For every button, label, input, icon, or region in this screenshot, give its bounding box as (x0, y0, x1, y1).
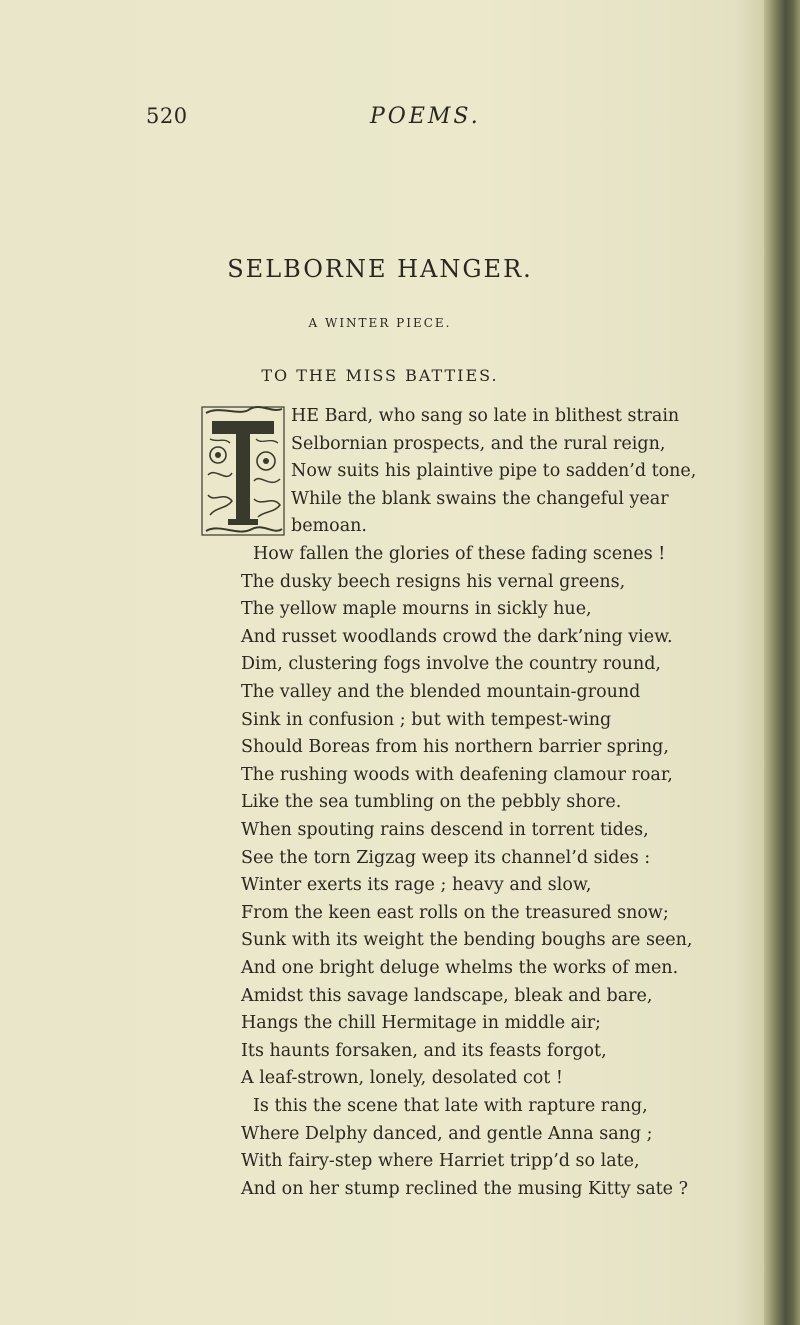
page-number: 520 (146, 104, 188, 128)
poem-line: Hangs the chill Hermitage in middle air; (241, 1013, 601, 1034)
poem-line: Like the sea tumbling on the pebbly shore. (241, 792, 622, 813)
poem-line: See the torn Zigzag weep its channel’d sides : (241, 847, 651, 868)
poem-line: Selbornian prospects, and the rural reign, (291, 433, 666, 454)
page-edge (764, 0, 800, 1325)
poem-line: The valley and the blended mountain-ground (241, 682, 641, 702)
poem-line: Dim, clustering fogs involve the country round, (241, 654, 661, 675)
poem-line: Its haunts forsaken, and its feasts forgot, (241, 1040, 607, 1061)
poem-line: The dusky beech resigns his vernal greens, (241, 571, 626, 592)
poem-line: Is this the scene that late with rapture rang, (253, 1096, 648, 1116)
poem-line: From the keen east rolls on the treasured snow; (241, 902, 669, 923)
decorated-initial-t (200, 403, 286, 539)
poem-line: When spouting rains descend in torrent tides, (241, 820, 649, 840)
poem-line: Amidst this savage landscape, bleak and bare, (241, 985, 653, 1006)
poem-line: And russet woodlands crowd the dark’ning view. (241, 626, 673, 647)
poem-line: Now suits his plaintive pipe to sadden’d tone, (291, 461, 697, 482)
poem-title: SELBORNE HANGER. (227, 255, 533, 283)
poem-line: With fairy-step where Harriet tripp’d so late, (241, 1151, 640, 1172)
poem-line: bemoan. (291, 516, 367, 537)
poem-line: A leaf-strown, lonely, desolated cot ! (241, 1068, 563, 1089)
poem-line: How fallen the glories of these fading scenes ! (253, 544, 666, 564)
poem-line: The rushing woods with deafening clamour roar, (241, 764, 673, 785)
poem-subtitle: A WINTER PIECE. (308, 316, 452, 330)
poem-line: And on her stump reclined the musing Kitty sate ? (241, 1178, 688, 1199)
poem-line: Winter exerts its rage ; heavy and slow, (241, 875, 592, 896)
running-head: POEMS. (370, 104, 481, 129)
poem-dedication: TO THE MISS BATTIES. (261, 366, 499, 385)
poem-line: Should Boreas from his northern barrier spring, (241, 737, 669, 758)
poem-line: Sink in confusion ; but with tempest-wing (241, 709, 612, 730)
page-header (0, 104, 800, 134)
poem-line: And one bright deluge whelms the works of men. (241, 958, 679, 978)
poem-line: HE Bard, who sang so late in blithest strain (291, 406, 680, 426)
poem-line: Where Delphy danced, and gentle Anna sang ; (241, 1123, 653, 1144)
poem-line: The yellow maple mourns in sickly hue, (241, 599, 592, 620)
poem-line: Sunk with its weight the bending boughs are seen, (241, 930, 693, 951)
poem-line: While the blank swains the changeful year (291, 488, 669, 509)
